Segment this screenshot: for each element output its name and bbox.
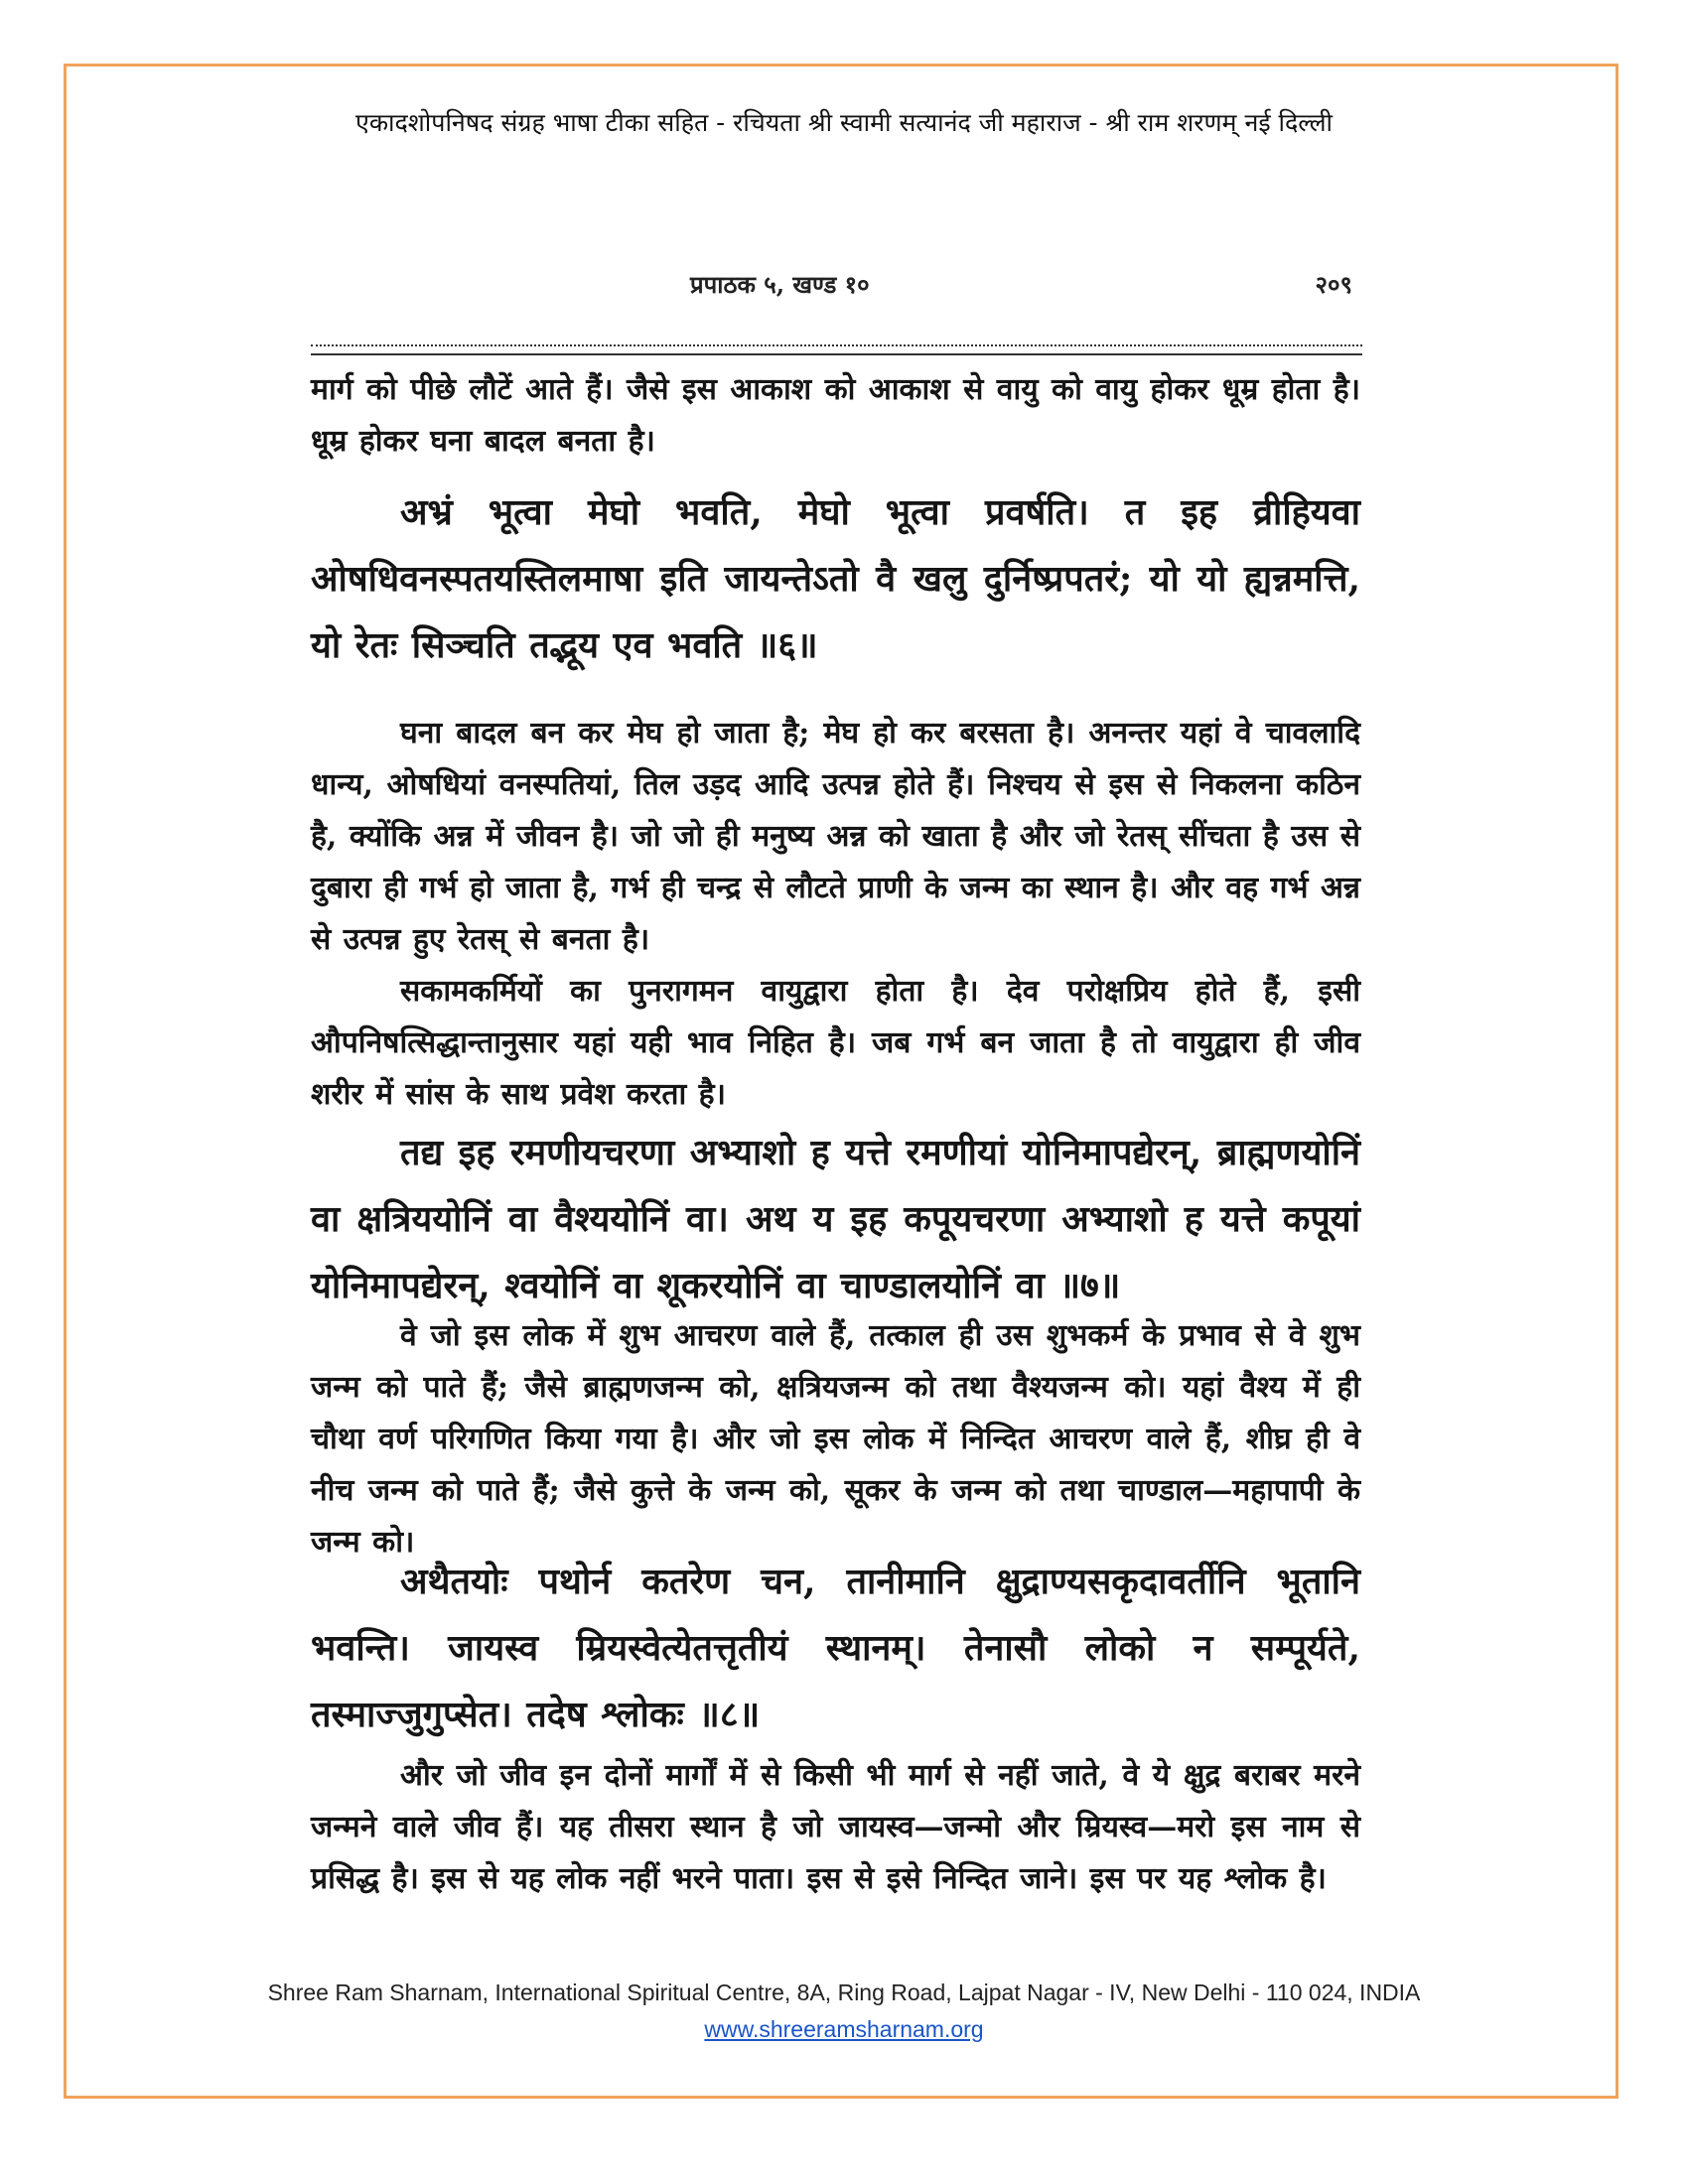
header-rule [311,344,1362,355]
footer-address: Shree Ram Sharnam, International Spiritual Centre, 8A, Ring Road, Lajpat Nagar - IV, New Delhi - 110 024, INDIA [267,1979,1421,2005]
paragraph-commentary-verse-7: वे जो इस लोक में शुभ आचरण वाले हैं, तत्काल ही उस शुभकर्म के प्रभाव से वे शुभ जन्म को पाते हैं; जैसे ब्राह्मणजन्म को, क्षत्रियजन्म को तथा वैश्यजन्म को। यहां वैश्य में ही चौथा वर्ण परिगणित किया गया है। और जो इस लोक में निन्दित आचरण वाले हैं, शीघ्र ही वे नीच जन्म को पाते हैं; जैसे कुत्ते के जन्म को, सूकर के जन्म को तथा चाण्डाल—महापापी के जन्म को। [311,1318,1360,1560]
verse-7-sanskrit: तद्य इह रमणीयचरणा अभ्याशो ह यत्ते रमणीयां योनिमापद्येरन्, ब्राह्मणयोनिं वा क्षत्रिययोनिं वा वैश्ययोनिं वा। अथ य इह कपूयचरणा अभ्याशो ह यत्ते कपूयां योनिमापद्येरन्, श्वयोनिं वा शूकरयोनिं वा चाण्डालयोनिं वा ॥७॥ [311,1132,1360,1306]
paragraph-commentary-intro: मार्ग को पीछे लौटें आते हैं। जैसे इस आकाश को आकाश से वायु को वायु होकर धूम्र होता है। धूम्र होकर घना बादल बनता है। [311,372,1360,459]
paragraph-commentary-verse-6: घना बादल बन कर मेघ हो जाता है; मेघ हो कर बरसता है। अनन्तर यहां वे चावलादि धान्य, ओषधियां वनस्पतियां, तिल उड़द आदि उत्पन्न होते हैं। निश्चय से इस से निकलना कठिन है, क्योंकि अन्न में जीवन है। जो जो ही मनुष्य अन्न को खाता है और जो रेतस् सींचता है उस से दुबारा ही गर्भ हो जाता है, गर्भ ही चन्द्र से लौटते प्राणी के जन्म का स्थान है। और वह गर्भ अन्न से उत्पन्न हुए रेतस् से बनता है। [311,716,1360,957]
chapter-section-label: प्रपाठक ५, खण्ड १० [690,270,870,299]
scanned-page [303,248,1370,1951]
paragraph-commentary-verse-8: और जो जीव इन दोनों मार्गों में से किसी भी मार्ग से नहीं जाते, वे ये क्षुद्र बराबर मरने जन्मने वाले जीव हैं। यह तीसरा स्थान है जो जायस्व—जन्मो और म्रियस्व—मरो इस नाम से प्रसिद्ध है। इस से यह लोक नहीं भरने पाता। इस से इसे निन्दित जाने। इस पर यह श्लोक है। [311,1758,1360,1896]
verse-8-sanskrit: अथैतयोः पथोर्न कतरेण चन, तानीमानि क्षुद्राण्यसकृदावर्तीनि भूतानि भवन्ति। जायस्व म्रियस्वेत्येतत्तृतीयं स्थानम्। तेनासौ लोको न सम्पूर्यते, तस्माज्जुगुप्सेत। तदेष श्लोकः ॥८॥ [311,1561,1360,1735]
document-header-title: एकादशोपनिषद संग्रह भाषा टीका सहित - रचियता श्री स्वामी सत्यानंद जी महाराज - श्री राम शरणम् नई दिल्ली [355,108,1333,137]
page-number: २०९ [1315,270,1352,299]
website-link[interactable]: www.shreeramsharnam.org [704,2016,984,2042]
verse-6-sanskrit: अभ्रं भूत्वा मेघो भवति, मेघो भूत्वा प्रवर्षति। त इह व्रीहियवा ओषधिवनस्पतयस्तिलमाषा इति जायन्तेऽतो वै खलु दुर्निष्प्रपतरं; यो यो ह्यन्नमत्ति, यो रेतः सिञ्चति तद्भूय एव भवति ॥६॥ [311,491,1360,666]
running-header [303,268,1370,308]
paragraph-commentary-rebirth: सकामकर्मियों का पुनरागमन वायुद्वारा होता है। देव परोक्षप्रिय होते हैं, इसी औपनिषत्सिद्धान्तानुसार यहां यही भाव निहित है। जब गर्भ बन जाता है तो वायुद्वारा ही जीव शरीर में सांस के साथ प्रवेश करता है। [311,974,1360,1112]
